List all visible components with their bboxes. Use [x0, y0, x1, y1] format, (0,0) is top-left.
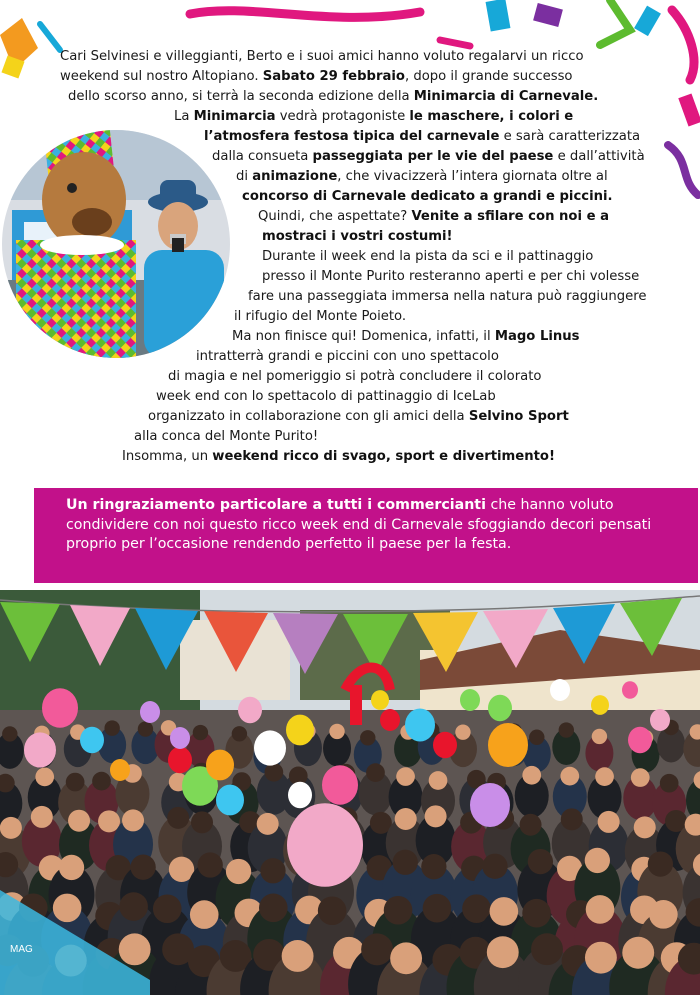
person-head: [191, 811, 213, 833]
person-head: [429, 771, 448, 790]
person-head: [232, 726, 247, 741]
thanks-heading: Un ringraziamento particolare a tutti i commercianti: [66, 497, 486, 513]
person-head: [384, 896, 413, 925]
letter-line: [60, 48, 584, 66]
person-head: [361, 933, 393, 965]
person-head: [122, 809, 144, 831]
person-head: [634, 816, 656, 838]
letter-line: [196, 348, 499, 366]
person-head: [2, 726, 17, 741]
letter-line: [212, 148, 645, 166]
confetti-ribbon: [40, 24, 60, 50]
person-head: [35, 768, 54, 787]
letter-segment: di: [236, 169, 253, 184]
person-head: [561, 808, 583, 830]
person-head: [559, 722, 574, 737]
letter-line: [68, 88, 598, 106]
person-head: [257, 813, 279, 835]
person-head: [98, 810, 120, 832]
balloon: [110, 759, 130, 781]
confetti-piece: [634, 6, 661, 37]
letter-segment: e dall’attività: [553, 149, 645, 164]
letter-emphasis: concorso di Carnevale dedicato a grandi e piccini.: [242, 189, 613, 204]
person-head: [153, 894, 182, 923]
carnival-crowd-photo: [0, 590, 700, 995]
person-head: [104, 720, 119, 735]
confetti-ribbon: [668, 145, 698, 195]
letter-line: [148, 408, 569, 426]
letter-emphasis: mostraci i vostri costumi!: [262, 229, 453, 244]
crowd-illustration: [0, 590, 700, 995]
letter-segment: , dopo il grande successo: [404, 69, 573, 84]
letter-emphasis: le maschere, i colori e: [409, 109, 574, 124]
letter-line: [156, 388, 496, 406]
letter-segment: il rifugio del Monte Poieto.: [234, 309, 407, 324]
person-head: [455, 724, 470, 739]
person-head: [31, 806, 53, 828]
letter-emphasis: Sabato 29 febbraio: [262, 69, 405, 84]
balloon: [168, 747, 192, 773]
letter-line: [262, 228, 453, 246]
confetti-ribbon: [0, 18, 38, 70]
balloon: [286, 715, 314, 746]
person-head: [68, 810, 90, 832]
balloon: [206, 750, 234, 781]
letter-line: [262, 268, 639, 286]
person-head: [193, 725, 208, 740]
confetti-piece: [678, 94, 700, 127]
letter-emphasis: Selvino Sport: [468, 409, 569, 424]
person-head: [53, 894, 82, 923]
person-head: [585, 848, 610, 873]
person-head: [393, 850, 418, 875]
person-head: [366, 763, 385, 782]
person-head: [282, 940, 314, 972]
person-head: [586, 895, 615, 924]
letter-line: [122, 448, 555, 466]
person-head: [560, 767, 579, 786]
letter-segment: organizzato in collaborazione con gli amici della: [148, 409, 469, 424]
person-head: [648, 851, 673, 876]
letter-line: [248, 288, 647, 306]
letter-segment: week end con lo spettacolo di pattinaggio di IceLab: [156, 389, 496, 404]
person-head: [226, 859, 251, 884]
person-head: [396, 767, 415, 786]
person-head: [421, 854, 446, 879]
thanks-text: [66, 496, 678, 555]
balloon: [488, 723, 528, 767]
balloon: [380, 709, 400, 731]
letter-line: [258, 208, 609, 226]
photo-sign: MAG: [10, 944, 33, 955]
letter-line: [232, 328, 580, 346]
letter-emphasis: Mago Linus: [494, 329, 580, 344]
person-head: [259, 894, 288, 923]
person-head: [265, 763, 284, 782]
person-head: [167, 807, 189, 829]
mascot-illustration: [2, 130, 230, 358]
balloon: [288, 782, 312, 808]
person-head: [119, 892, 148, 921]
confetti-piece: [533, 3, 563, 27]
letter-segment: fare una passeggiata immersa nella natura può raggiungere: [248, 289, 647, 304]
confetti-ribbon: [440, 40, 470, 46]
person-head: [660, 774, 679, 793]
letter-emphasis: weekend ricco di svago, sport e divertimento!: [212, 449, 555, 464]
letter-line: [262, 248, 593, 266]
letter-line: [236, 168, 608, 186]
letter-segment: dalla consueta: [212, 149, 313, 164]
person-head: [631, 768, 650, 787]
balloon: [24, 732, 56, 767]
letter-segment: Insomma, un: [122, 449, 213, 464]
balloon: [371, 690, 389, 710]
balloon: [550, 679, 570, 701]
person-head: [585, 942, 617, 974]
letter-line: [168, 368, 541, 386]
letter-segment: e sarà caratterizzata: [499, 129, 641, 144]
balloon: [460, 689, 480, 711]
letter-segment: Quindi, che aspettate?: [258, 209, 412, 224]
person-head: [592, 729, 607, 744]
letter-segment: dello scorso anno, si terrà la seconda edizione della: [68, 89, 414, 104]
letter-segment: Durante il week end la pista da sci e il pattinaggio: [262, 249, 594, 264]
letter-segment: vedrà protagoniste: [275, 109, 410, 124]
person-head: [329, 724, 344, 739]
balloon: [622, 681, 638, 699]
thanks-banner: [34, 488, 698, 583]
letter-emphasis: l’atmosfera festosa tipica del carnevale: [204, 129, 500, 144]
balloon: [322, 765, 358, 805]
person-head: [487, 936, 519, 968]
confetti-piece: [1, 55, 24, 78]
mascot-photo: [2, 130, 230, 358]
letter-segment: di magia e nel pomeriggio si potrà concludere il colorato: [168, 369, 542, 384]
balloon: [254, 730, 286, 765]
letter-emphasis: passeggiata per le vie del paese: [312, 149, 554, 164]
balloon: [140, 701, 160, 723]
balloon: [42, 688, 78, 728]
confetti-ribbon: [672, 10, 694, 80]
letter-segment: intratterrà grandi e piccini con uno spettacolo: [196, 349, 499, 364]
person-head: [138, 721, 153, 736]
person-head: [425, 805, 447, 827]
person-head: [318, 896, 347, 925]
confetti-piece: [486, 0, 511, 32]
person-head: [130, 855, 155, 880]
letter-line: [234, 308, 406, 326]
balloon: [405, 709, 435, 742]
letter-segment: La: [174, 109, 194, 124]
person-head: [360, 730, 375, 745]
balloon: [216, 785, 244, 816]
person-head: [190, 900, 219, 929]
balloon: [650, 709, 670, 731]
person-head: [198, 852, 223, 877]
balloon: [287, 803, 363, 887]
person-head: [0, 817, 22, 839]
letter-line: [242, 188, 613, 206]
person-head: [92, 772, 111, 791]
letter-line: [134, 428, 318, 446]
person-head: [66, 773, 85, 792]
balloon: [433, 732, 457, 758]
balloon: [170, 727, 190, 749]
letter-segment: weekend sul nostro Altopiano.: [60, 69, 263, 84]
letter-segment: Ma non finisce qui! Domenica, infatti, il: [232, 329, 495, 344]
person-head: [598, 811, 620, 833]
person-head: [595, 767, 614, 786]
balloon: [80, 727, 104, 753]
confetti-ribbon: [600, 0, 630, 45]
person-head: [531, 933, 563, 965]
person-head: [119, 933, 151, 965]
thanks-body: che hanno voluto condividere con noi questo ricco week end di Carnevale sfoggiando decori pensati proprio per l’occasione rendendo perfetto il paese per la festa.: [66, 497, 652, 552]
person-head: [59, 855, 84, 880]
letter-emphasis: Minimarcia: [193, 109, 276, 124]
person-head: [260, 858, 285, 883]
person-head: [622, 937, 654, 969]
letter-line: [174, 108, 573, 126]
balloon: [238, 697, 262, 723]
balloon: [628, 727, 652, 753]
person-head: [522, 766, 541, 785]
person-head: [390, 942, 422, 974]
letter-segment: , che vivacizzerà l’intera giornata oltre al: [337, 169, 608, 184]
letter-line: [204, 128, 640, 146]
person-head: [522, 899, 551, 928]
person-head: [649, 900, 678, 929]
person-head: [482, 854, 507, 879]
letter-emphasis: Venite a sfilare con noi e a: [411, 209, 610, 224]
letter-segment: presso il Monte Purito resteranno aperti e per chi volesse: [262, 269, 640, 284]
balloon: [470, 783, 510, 827]
letter-segment: alla conca del Monte Purito!: [134, 429, 319, 444]
letter-emphasis: animazione: [252, 169, 338, 184]
letter-segment: Cari Selvinesi e villeggianti, Berto e i suoi amici hanno voluto regalarvi un ricco: [60, 49, 584, 64]
person-head: [423, 894, 452, 923]
person-head: [490, 897, 519, 926]
person-head: [520, 814, 542, 836]
person-head: [395, 808, 417, 830]
letter-emphasis: Minimarcia di Carnevale.: [413, 89, 599, 104]
balloon: [488, 695, 512, 721]
confetti-ribbon: [190, 11, 420, 18]
letter-line: [60, 68, 573, 86]
balloon: [591, 695, 609, 715]
person-head: [528, 849, 553, 874]
person-head: [529, 730, 544, 745]
